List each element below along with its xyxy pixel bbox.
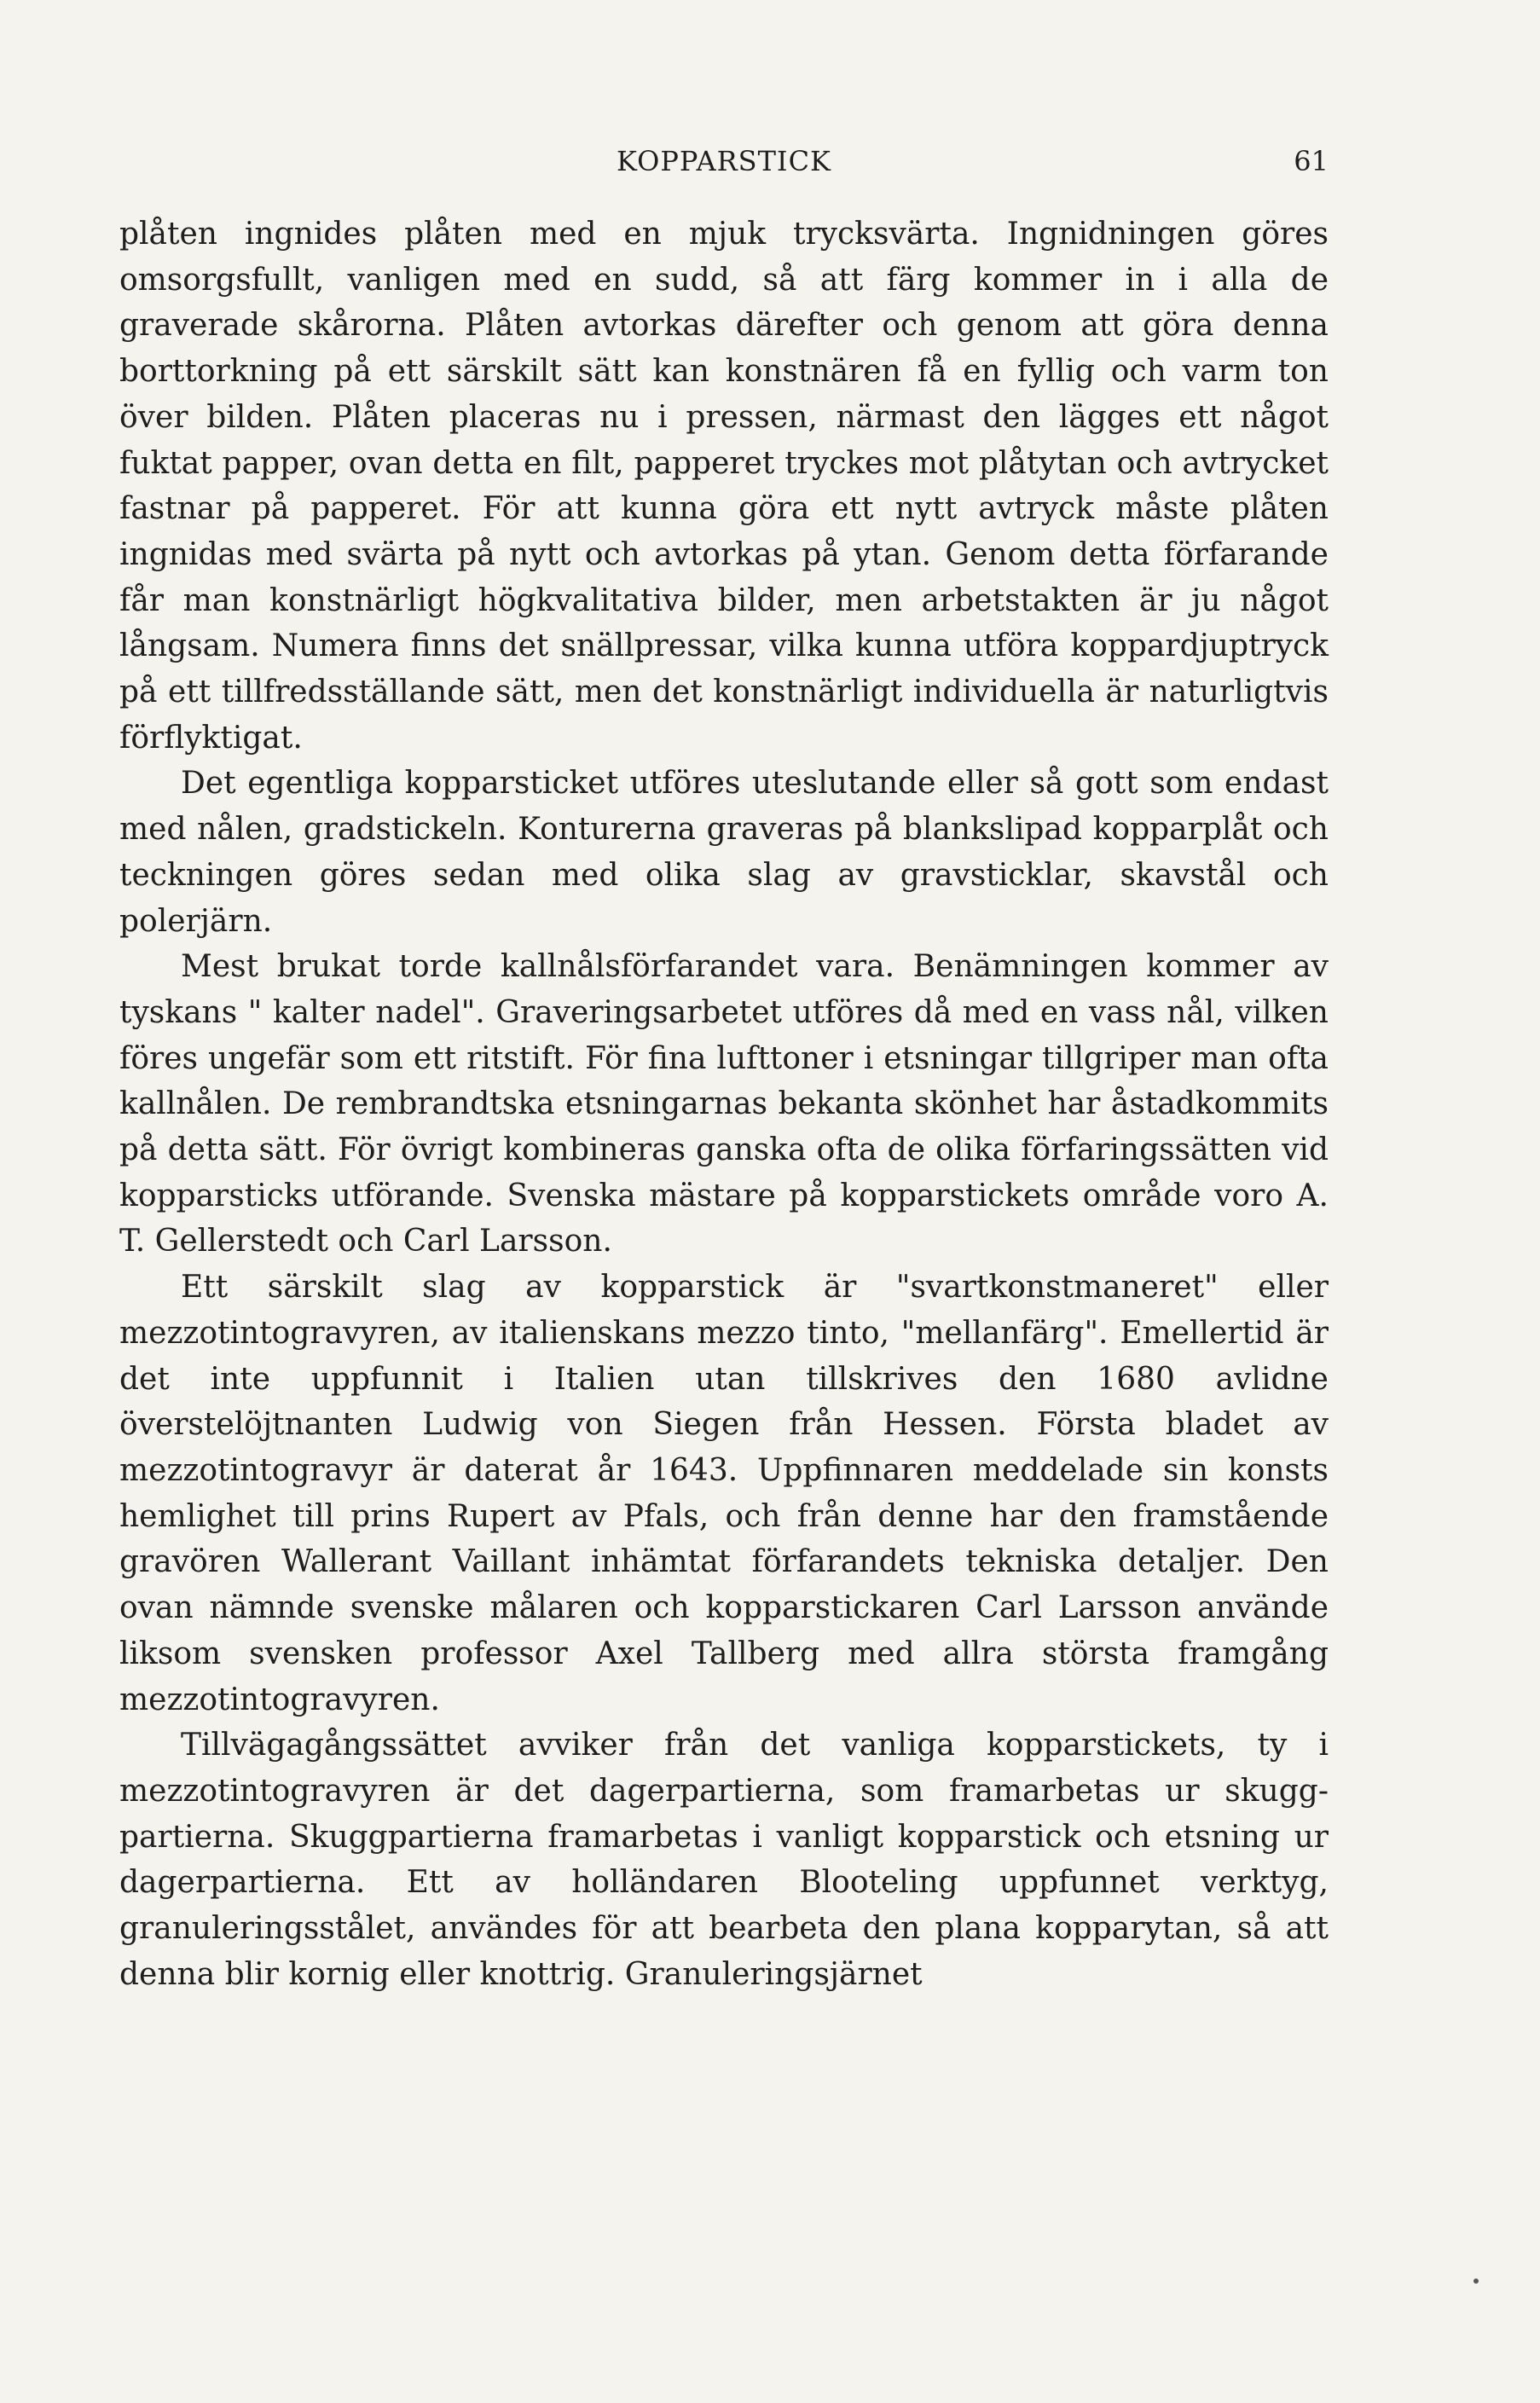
body-text [119, 211, 1329, 1997]
paragraph-5: Tillvägagångssättet avviker från det vanliga kopparstickets, ty i mezzotintogravyren är det dagerpartierna, som framarbetas ur skuggpartierna. Skuggpartierna framarbetas i vanligt kopparstick och etsning ur dagerpartierna. Ett av holländaren Blooteling uppfunnet verktyg, granuleringsstålet, användes för att bearbeta den plana kopparytan, så att denna blir kornig eller knottrig. Granuleringsjärnet [119, 1728, 1329, 1992]
paragraph-3: Mest brukat torde kallnålsförfarandet vara. Benämningen kommer av tyskans " kalter nadel". Graveringsarbetet utföres då med en vass nål, vilken föres ungefär som ett ritstift. För fina lufttoner i etsningar tillgriper man ofta kallnålen. De rembrandtska etsningarnas bekanta skönhet har åstadkommits på detta sätt. För övrigt kombineras ganska ofta de olika förfaringssätten vid kopparsticks utförande. Svenska mästare på kopparstickets område voro A. T. Gellerstedt och Carl Larsson. [119, 949, 1329, 1259]
page-number: 61 [1294, 145, 1329, 177]
paragraph-4: Ett särskilt slag av kopparstick är "svartkonstmaneret" eller mezzotintogravyren, av italienskans mezzo tinto, "mellanfärg". Emellertid är det inte uppfunnit i Italien utan tillskrives den 1680 avlidne överstelöjtnanten Ludwig von Siegen från Hessen. Första bladet av mezzotintogravyr är daterat år 1643. Uppfinnaren meddelade sin konsts hemlighet till prins Rupert av Pfals, och från denne har den framstående gravören Wallerant Vaillant inhämtat förfarandets tekniska detaljer. Den ovan nämnde svenske målaren och kopparstickaren Carl Larsson använde liksom svensken professor Axel Tallberg med allra största framgång mezzotintogravyren. [119, 1270, 1329, 1717]
paragraph-1: plåten ingnides plåten med en mjuk trycksvärta. Ingnidningen göres omsorgsfullt, vanligen med en sudd, så att färg kommer in i alla de graverade skårorna. Plåten avtorkas därefter och genom att göra denna borttorkning på ett särskilt sätt kan konstnären få en fyllig och varm ton över bilden. Plåten placeras nu i pressen, närmast den lägges ett något fuktat papper, ovan detta en filt, papperet tryckes mot plåtytan och avtrycket fastnar på papperet. För att kunna göra ett nytt avtryck måste plåten ingnidas med svärta på nytt och avtorkas på ytan. Genom detta förfarande får man konstnärligt högkvalitativa bilder, men arbetstakten är ju något långsam. Numera finns det snällpressar, vilka kunna utföra koppardjuptryck på ett tillfredsställande sätt, men det konstnärligt individuella är naturligtvis förflyktigat. [119, 217, 1329, 756]
paper-speck [1473, 2279, 1479, 2284]
running-head [119, 145, 1329, 188]
paragraph-2: Det egentliga kopparsticket utföres uteslutande eller så gott som endast med nålen, gradstickeln. Konturerna graveras på blankslipad kopparplåt och teckningen göres sedan med olika slag av gravsticklar, skavstål och polerjärn. [119, 766, 1329, 939]
running-title: KOPPARSTICK [617, 145, 831, 177]
